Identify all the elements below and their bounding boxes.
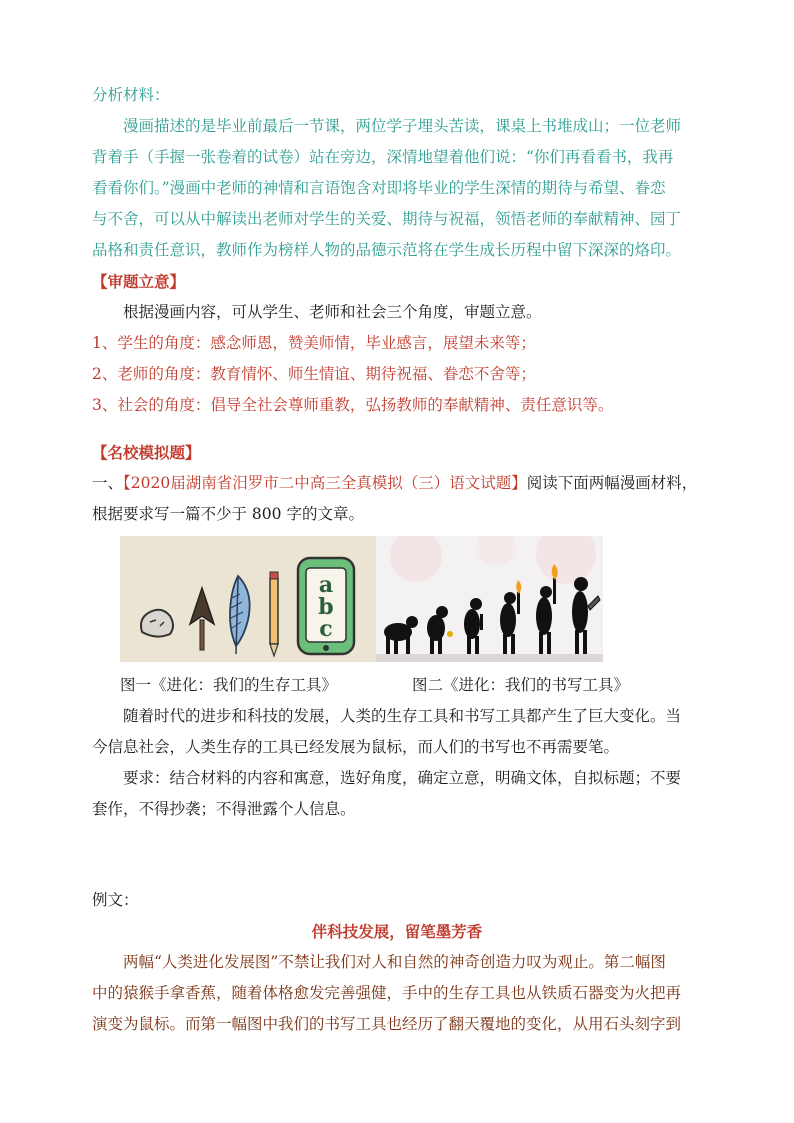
material-line: 随着时代的进步和科技的发展，人类的生存工具和书写工具都产生了巨大变化。当: [123, 707, 682, 725]
caption-figure-2: 图二《进化：我们的书写工具》: [412, 676, 630, 694]
fig-letter-c: c: [319, 616, 333, 642]
analysis-line: 背着手（手握一张卷着的试卷）站在旁边，深情地望着他们说：“你们再看看书，我再: [92, 148, 674, 166]
ape-silhouette-icon: [384, 616, 418, 654]
essay-line: 演变为鼠标。而第一幅图中我们的书写工具也经历了翻天覆地的变化，从用石头刻字到: [92, 1015, 682, 1033]
analysis-heading: 分析材料：: [92, 86, 170, 104]
theme-item: 3、社会的角度：倡导全社会尊师重教，弘扬教师的奉献精神、责任意识等。: [92, 396, 614, 414]
caveman-torch-silhouette-icon: [500, 580, 521, 654]
figure-1-writing-tools: [120, 536, 376, 662]
theme-item: 2、老师的角度：教育情怀、师生情谊、期待祝福、眷恋不舍等；: [92, 365, 536, 383]
figure-captions: [92, 670, 702, 701]
analysis-line: 漫画描述的是毕业前最后一节课，两位学子埋头苦读，课桌上书堆成山；一位老师: [123, 117, 682, 135]
feather-quill-icon: [230, 576, 250, 654]
theme-intro: 根据漫画内容，可从学生、老师和社会三个角度，审题立意。: [123, 303, 542, 321]
figure-2-evolution-silhouettes: [376, 536, 603, 662]
material-line: 今信息社会，人类生存的工具已经发展为鼠标，而人们的书写也不再需要笔。: [92, 738, 620, 756]
document-page: [92, 80, 702, 1040]
fig-letter-b: b: [318, 594, 334, 620]
question-source: 【2020届湖南省汨罗市二中高三全真模拟（三）语文试题】: [123, 474, 527, 492]
modern-human-silhouette-icon: [572, 577, 600, 654]
analysis-line: 看看你们。”漫画中老师的神情和言语饱含对即将毕业的学生深情的期待与希望、眷恋: [92, 179, 666, 197]
question-line: [92, 468, 702, 499]
mock-heading: 【名校模拟题】: [92, 443, 201, 462]
theme-item: 1、学生的角度：感念师恩，赞美师情，毕业感言，展望未来等；: [92, 334, 536, 352]
caption-figure-1: 图一《进化：我们的生存工具》: [120, 676, 338, 694]
pencil-icon: [270, 572, 278, 656]
arrowhead-icon: [190, 588, 214, 650]
essay-title: 伴科技发展，留笔墨芳香: [311, 922, 483, 941]
figure-row: [92, 536, 702, 666]
theme-heading: 【审题立意】: [92, 272, 186, 291]
analysis-line: 品格和责任意识，教师作为榜样人物的品德示范将在学生成长历程中留下深深的烙印。: [92, 241, 682, 259]
analysis-line: 与不舍，可以从中解读出老师对学生的关爱、期待与祝福，领悟老师的奉献精神、园丁: [92, 210, 682, 228]
fig-letter-a: a: [318, 572, 334, 598]
hominid-tool-silhouette-icon: [464, 598, 483, 654]
smartphone-icon: [298, 558, 354, 654]
stone-icon: [141, 610, 173, 637]
question-prefix: 一、: [92, 474, 124, 492]
early-hominid-silhouette-icon: [427, 606, 453, 654]
essay-line: 中的猿猴手拿香蕉，随着体格愈发完善强健，手中的生存工具也从铁质石器变为火把再: [92, 984, 682, 1002]
essay-label: 例文：: [92, 891, 139, 909]
question-line-2: 根据要求写一篇不少于 800 字的文章。: [92, 505, 364, 523]
early-human-torch-silhouette-icon: [536, 564, 558, 654]
requirement-line: 要求：结合材料的内容和寓意，选好角度，确定立意，明确文体，自拟标题；不要: [123, 769, 682, 787]
requirement-line: 套作，不得抄袭；不得泄露个人信息。: [92, 800, 356, 818]
essay-line: 两幅“人类进化发展图”不禁让我们对人和自然的神奇创造力叹为观止。第二幅图: [123, 953, 666, 971]
question-text: 阅读下面两幅漫画材料，: [526, 474, 698, 492]
